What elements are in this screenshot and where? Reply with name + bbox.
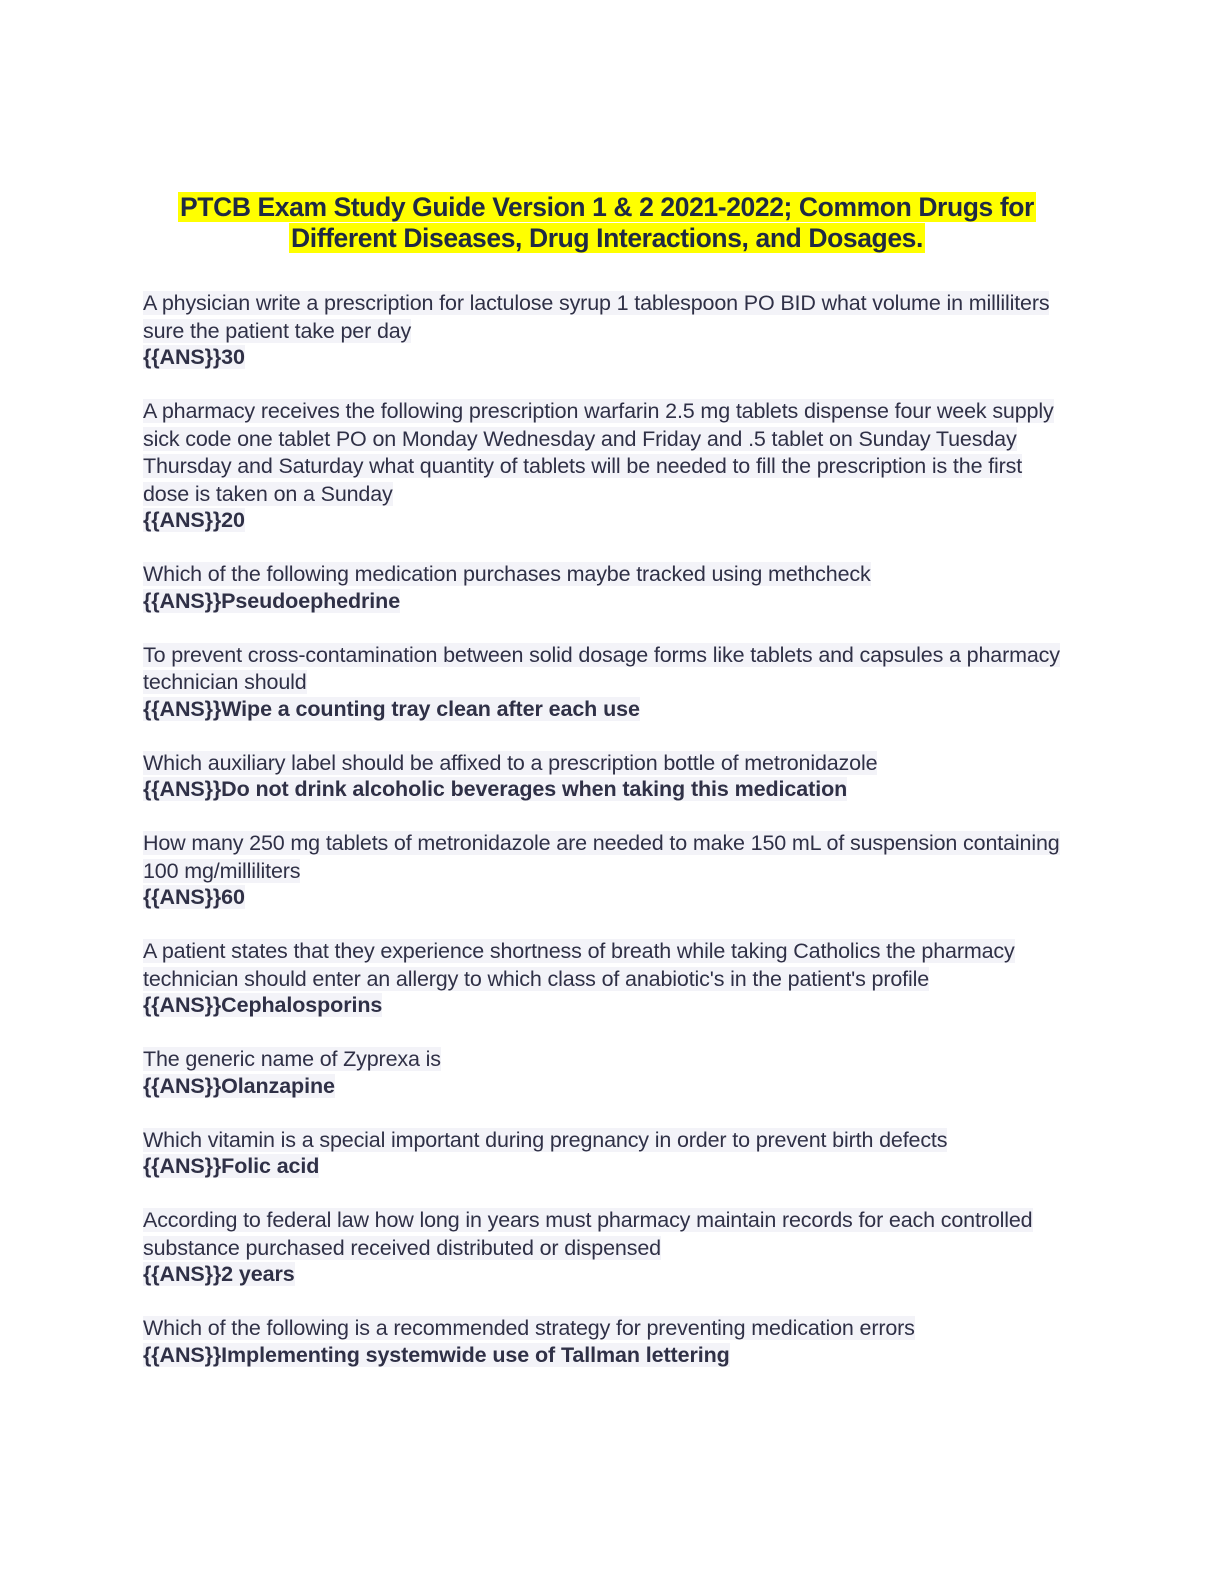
- qa-item-2: [143, 398, 1071, 533]
- question-text: Which of the following medication purchases maybe tracked using methcheck: [143, 562, 871, 586]
- answer-text: {{ANS}}Pseudoephedrine: [143, 588, 401, 613]
- title-line-2: Different Diseases, Drug Interactions, and Dosages.: [291, 223, 923, 253]
- document-page: [143, 192, 1071, 1396]
- question-text: Which vitamin is a special important during pregnancy in order to prevent birth defects: [143, 1127, 948, 1152]
- question-text: According to federal law how long in years must pharmacy maintain records for each controlled substance purchased received distributed or dispensed: [143, 1208, 1033, 1260]
- answer-text: {{ANS}}60: [143, 885, 245, 909]
- answer-text: {{ANS}}Wipe a counting tray clean after each use: [143, 696, 640, 721]
- qa-item-3: [143, 561, 1071, 614]
- qa-item-10: [143, 1207, 1071, 1287]
- answer-text: {{ANS}}Implementing systemwide use of Tallman lettering: [143, 1342, 730, 1367]
- document-title: [143, 192, 1071, 254]
- answer-text: {{ANS}}2 years: [143, 1262, 295, 1286]
- question-text: How many 250 mg tablets of metronidazole are needed to make 150 mL of suspension containing 100 mg/milliliters: [143, 831, 1060, 883]
- answer-text: {{ANS}}30: [143, 345, 245, 369]
- answer-text: {{ANS}}Folic acid: [143, 1154, 320, 1178]
- qa-item-11: [143, 1315, 1071, 1368]
- qa-item-5: [143, 750, 1071, 803]
- question-text: To prevent cross-contamination between solid dosage forms like tablets and capsules a pharmacy technician should: [143, 642, 1060, 694]
- question-text: Which of the following is a recommended strategy for preventing medication errors: [143, 1316, 915, 1340]
- answer-text: {{ANS}}Olanzapine: [143, 1073, 335, 1098]
- qa-item-1: [143, 290, 1071, 370]
- question-text: A pharmacy receives the following prescription warfarin 2.5 mg tablets dispense four week supply sick code one tablet PO on Monday Wednesday and Friday and .5 tablet on Sunday Tuesday Thursday and Saturday what quantity of tablets will be needed to fill the prescription is the first dose is taken on a Sunday: [143, 399, 1054, 506]
- qa-item-4: [143, 642, 1071, 722]
- answer-text: {{ANS}}Do not drink alcoholic beverages when taking this medication: [143, 777, 848, 801]
- title-line-1: PTCB Exam Study Guide Version 1 & 2 2021-2022; Common Drugs for: [180, 192, 1034, 222]
- question-text: A patient states that they experience shortness of breath while taking Catholics the pharmacy technician should enter an allergy to which class of anabiotic's in the patient's profile: [143, 939, 1015, 991]
- answer-text: {{ANS}}20: [143, 508, 245, 532]
- question-text: The generic name of Zyprexa is: [143, 1047, 441, 1071]
- qa-item-7: [143, 938, 1071, 1018]
- qa-item-6: [143, 830, 1071, 910]
- qa-item-8: [143, 1046, 1071, 1099]
- qa-item-9: [143, 1127, 1071, 1180]
- question-text: Which auxiliary label should be affixed to a prescription bottle of metronidazole: [143, 750, 878, 775]
- question-text: A physician write a prescription for lactulose syrup 1 tablespoon PO BID what volume in milliliters sure the patient take per day: [143, 291, 1050, 343]
- answer-text: {{ANS}}Cephalosporins: [143, 993, 383, 1017]
